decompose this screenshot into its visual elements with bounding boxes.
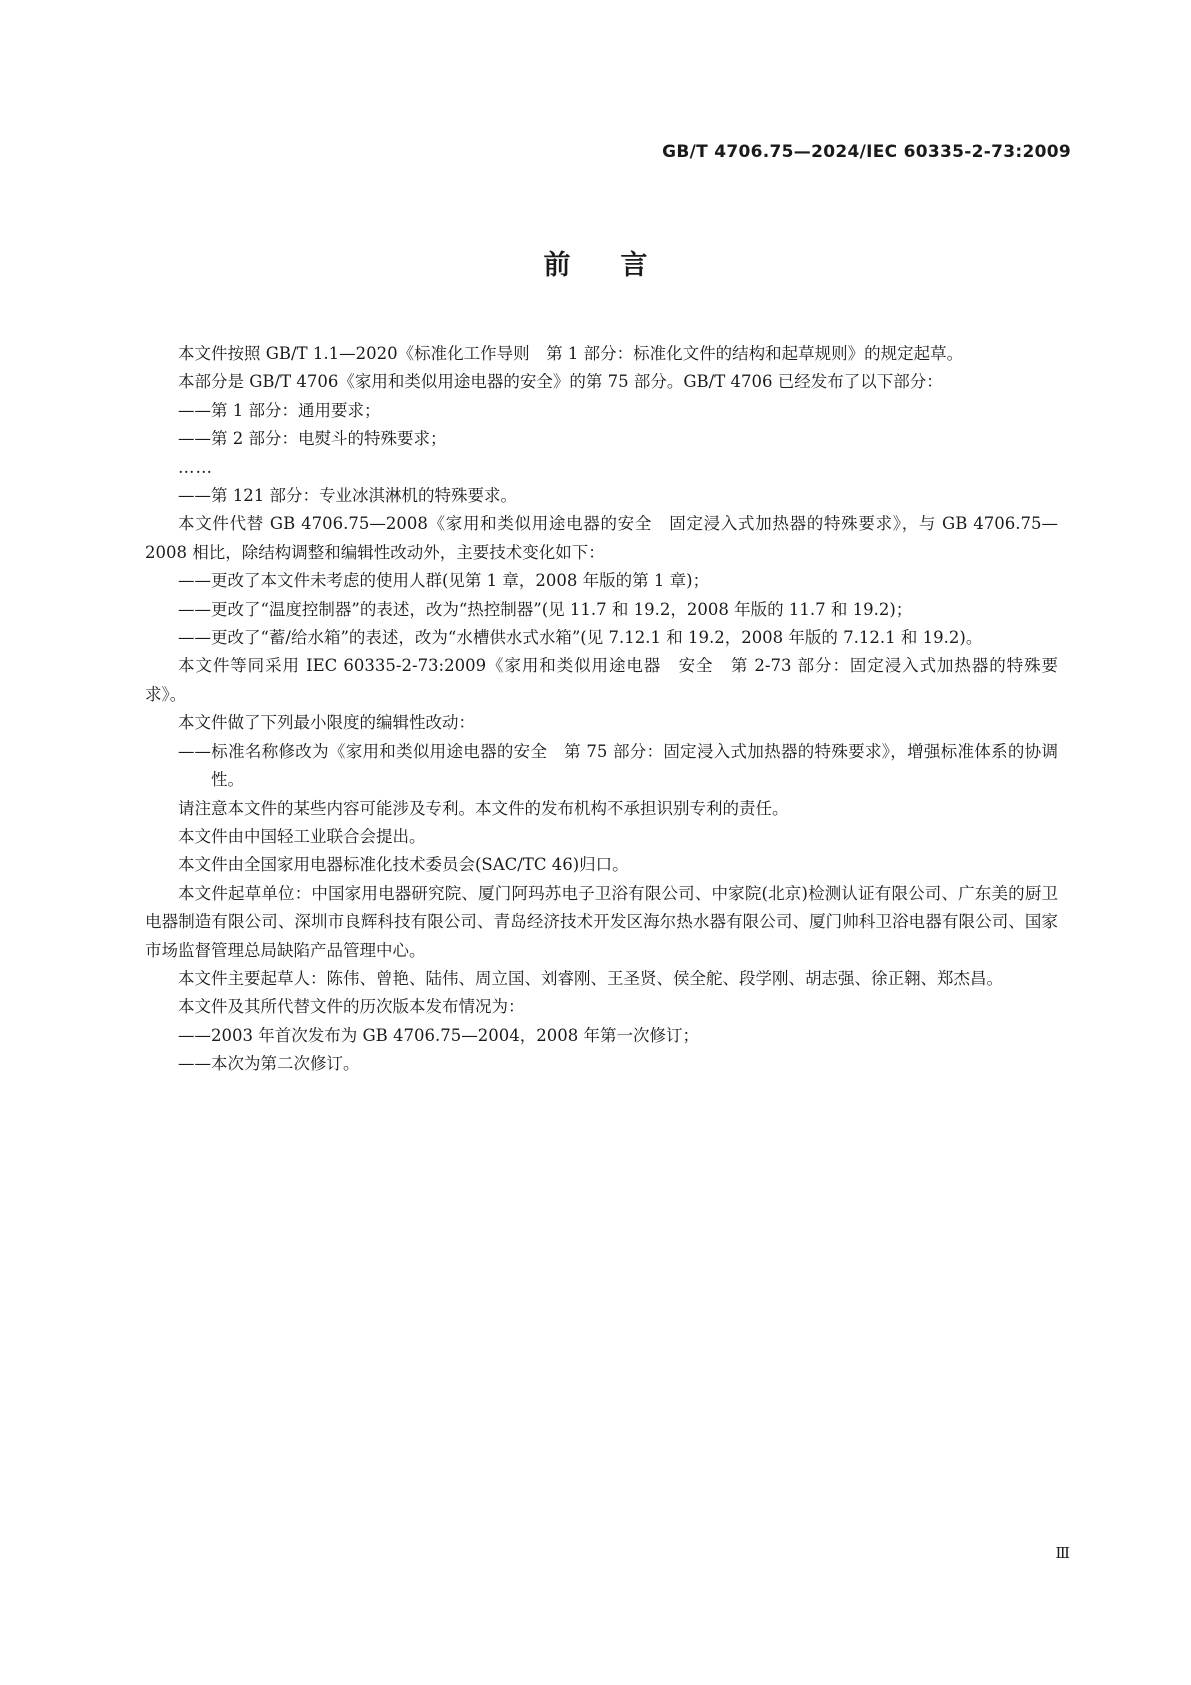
paragraph-drafting-units: 本文件起草单位：中国家用电器研究院、厦门阿玛苏电子卫浴有限公司、中家院(北京)检测认证有限公司、广东美的厨卫电器制造有限公司、深圳市良辉科技有限公司、青岛经济技术开发区海尔热水器有限公司、厦门帅科卫浴电器有限公司、国家市场监督管理总局缺陷产品管理中心。	[145, 883, 1058, 960]
page-title: 前言	[543, 250, 698, 281]
paragraph-proposed-by: 本文件由中国轻工业联合会提出。	[178, 826, 426, 846]
list-item-change-3: ——更改了“蓄/给水箱”的表述，改为“水槽供水式水箱”(见 7.12.1 和 19.2，2008 年版的 7.12.1 和 19.2)。	[178, 628, 983, 648]
page-number: Ⅲ	[1055, 1544, 1070, 1562]
paragraph-iec-adoption: 本文件等同采用 IEC 60335-2-73:2009《家用和类似用途电器 安全 第 2-73 部分：固定浸入式加热器的特殊要求》。	[145, 656, 1058, 704]
standard-code-header: GB/T 4706.75—2024/IEC 60335-2-73:2009	[662, 142, 1071, 162]
paragraph-drafting-rules: 本文件按照 GB/T 1.1—2020《标准化工作导则 第 1 部分：标准化文件的结构和起草规则》的规定起草。	[178, 344, 964, 363]
paragraph-replaces: 本文件代替 GB 4706.75—2008《家用和类似用途电器的安全 固定浸入式加热器的特殊要求》，与 GB 4706.75—2008 相比，除结构调整和编辑性改动外，主要技术变化如下：	[145, 514, 1058, 562]
list-item-change-1: ——更改了本文件未考虑的使用人群(见第 1 章，2008 年版的第 1 章)；	[178, 571, 710, 591]
paragraph-technical-committee: 本文件由全国家用电器标准化技术委员会(SAC/TC 46)归口。	[178, 855, 629, 875]
paragraph-patent-notice: 请注意本文件的某些内容可能涉及专利。本文件的发布机构不承担识别专利的责任。	[178, 798, 789, 818]
list-item-history-2: ——本次为第二次修订。	[178, 1054, 360, 1074]
list-ellipsis: ……	[178, 457, 213, 477]
paragraph-history-intro: 本文件及其所代替文件的历次版本发布情况为：	[178, 997, 525, 1017]
list-item-part-1: ——第 1 部分：通用要求；	[178, 400, 381, 420]
foreword-body	[145, 340, 1058, 1079]
paragraph-editorial-changes: 本文件做了下列最小限度的编辑性改动：	[178, 713, 475, 733]
paragraph-part-info: 本部分是 GB/T 4706《家用和类似用途电器的安全》的第 75 部分。GB/T 4706 已经发布了以下部分：	[178, 372, 943, 392]
list-item-history-1: ——2003 年首次发布为 GB 4706.75—2004，2008 年第一次修订；	[178, 1025, 699, 1045]
list-item-part-2: ——第 2 部分：电熨斗的特殊要求；	[178, 429, 447, 449]
paragraph-drafters: 本文件主要起草人：陈伟、曾艳、陆伟、周立国、刘睿刚、王圣贤、侯全舵、段学刚、胡志强、徐正翱、郑杰昌。	[178, 968, 1003, 988]
list-item-part-121: ——第 121 部分：专业冰淇淋机的特殊要求。	[178, 486, 517, 506]
list-item-editorial-change: ——标准名称修改为《家用和类似用途电器的安全 第 75 部分：固定浸入式加热器的特殊要求》，增强标准体系的协调性。	[178, 741, 1058, 790]
list-item-change-2: ——更改了“温度控制器”的表述，改为“热控制器”(见 11.7 和 19.2，2008 年版的 11.7 和 19.2)；	[178, 599, 913, 619]
